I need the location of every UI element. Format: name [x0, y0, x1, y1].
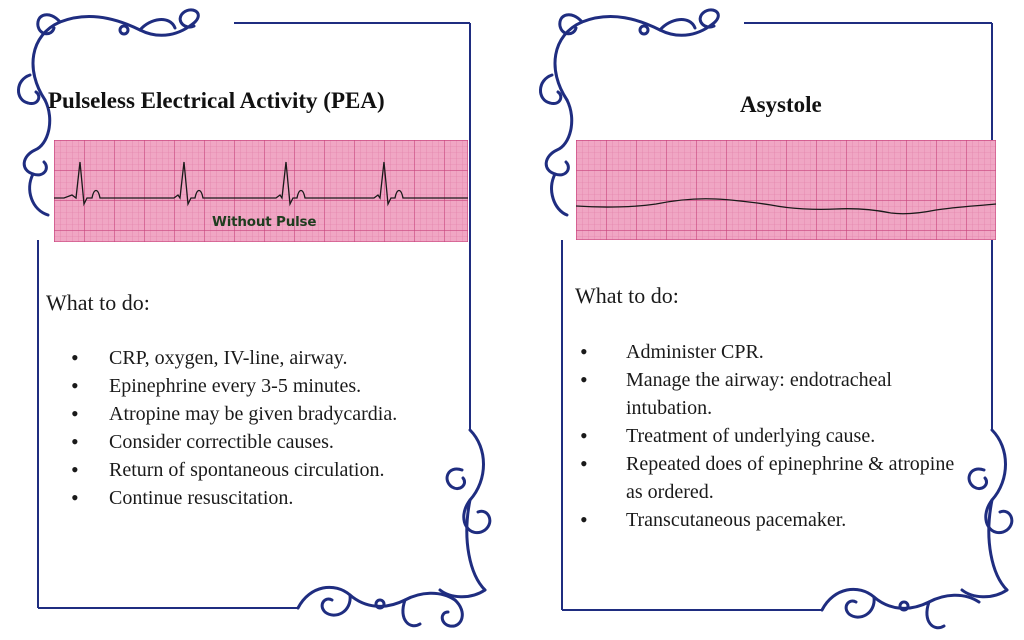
list-item-line: Manage the airway: endotracheal — [626, 369, 892, 391]
list-item: • CRP, oxygen, IV-line, airway. — [63, 344, 397, 372]
list-item — [576, 450, 954, 506]
list-item-line: Transcutaneous pacemaker. — [626, 509, 847, 531]
ecg-strip — [54, 140, 468, 242]
list-item — [576, 366, 954, 422]
what-to-do-heading: What to do: — [46, 290, 150, 315]
list-item — [576, 338, 954, 366]
list-item: • Epinephrine every 3-5 minutes. — [63, 372, 397, 400]
list-item: • Atropine may be given bradycardia. — [63, 400, 397, 428]
card-title: Pulseless Electrical Activity (PEA) — [48, 88, 385, 113]
asystole-card — [512, 0, 1024, 640]
list-item — [576, 506, 954, 534]
card-title: Asystole — [740, 92, 822, 117]
ecg-strip — [576, 140, 996, 240]
list-item-line: Treatment of underlying cause. — [626, 425, 876, 447]
list-item: • Return of spontaneous circulation. — [63, 456, 397, 484]
ecg-grid — [576, 140, 996, 240]
list-item-line: Administer CPR. — [626, 341, 764, 363]
list-item-line: intubation. — [626, 397, 713, 419]
ecg-caption: Without Pulse — [212, 214, 317, 230]
list-item: • Continue resuscitation. — [63, 484, 397, 512]
what-to-do-heading: What to do: — [575, 283, 679, 308]
list-item-line: Repeated does of epinephrine & atropine — [626, 453, 955, 475]
steps-list — [63, 344, 397, 512]
list-item — [576, 422, 954, 450]
steps-list — [576, 338, 954, 534]
list-item-line: as ordered. — [626, 481, 714, 503]
list-item: • Consider correctible causes. — [63, 428, 397, 456]
